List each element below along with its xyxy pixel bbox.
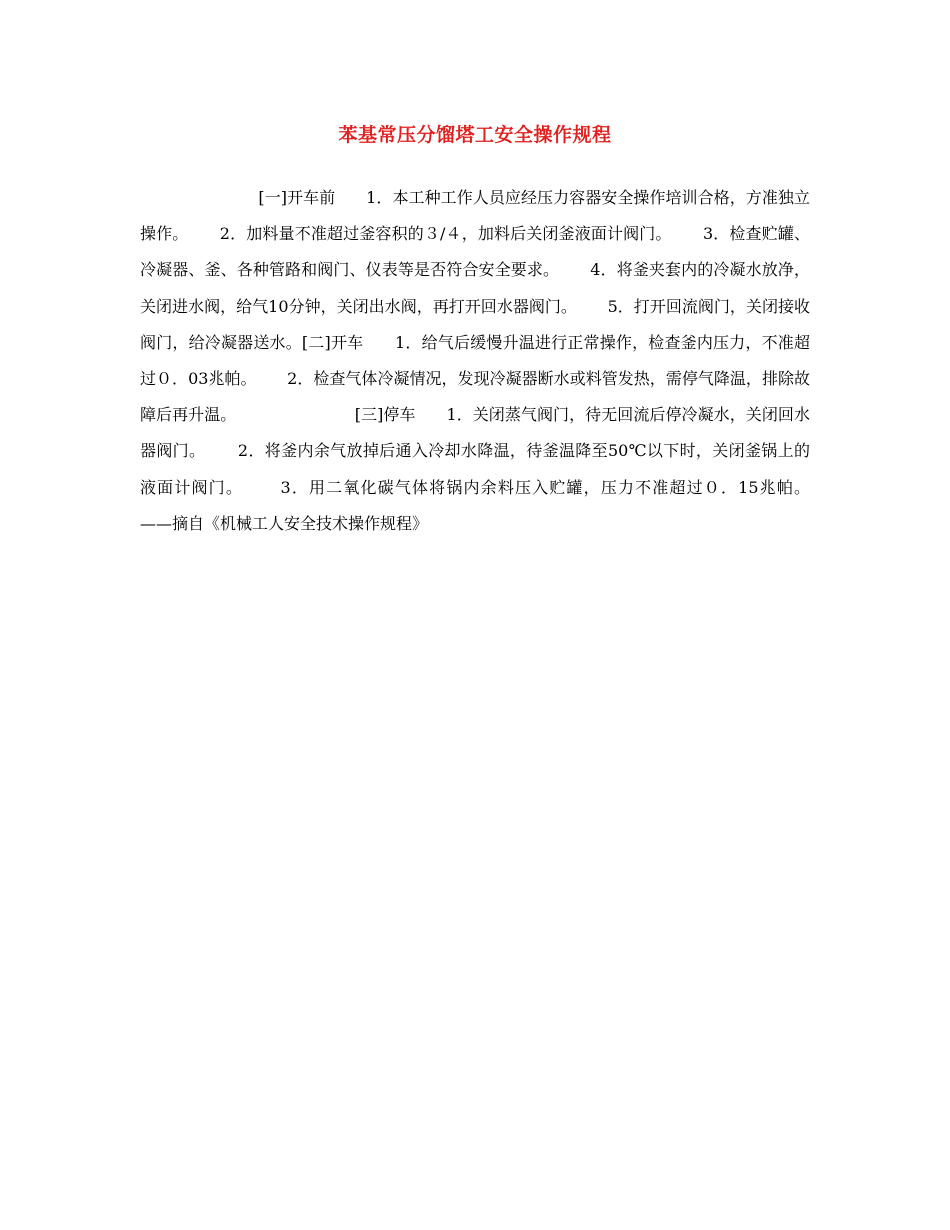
document-title: 苯基常压分馏塔工安全操作规程	[338, 124, 612, 146]
document-body: [一]开车前 1．本工种工作人员应经压力容器安全操作培训合格，方准独立操作。 2．加料量不准超过釜容积的３/４，加料后关闭釜液面计阀门。 3．检查贮罐、冷凝器、釜、各种管路和阀门、仪表等是否符合安全要求。 4．将釜夹套内的冷凝水放净，关闭进水阀，给气10分钟，关闭出水阀，再打开回水器阀门。 5．打开回流阀门，关闭接收阀门，给冷凝器送水。[二]开车 1．给气后缓慢升温进行正常操作，检查釜内压力，不准超过０．03兆帕。 2．检查气体冷凝情况，发现冷凝器断水或料管发热，需停气降温，排除故障后再升温。 [三]停车 1．关闭蒸气阀门，待无回流后停冷凝水，关闭回水器阀门。 2．将釜内余气放掉后通入冷却水降温，待釜温降至50℃以下时，关闭釜锅上的液面计阀门。 3．用二氧化碳气体将锅内余料压入贮罐，压力不准超过０．15兆帕。 ——摘自《机械工人安全技术操作规程》	[140, 188, 902, 533]
